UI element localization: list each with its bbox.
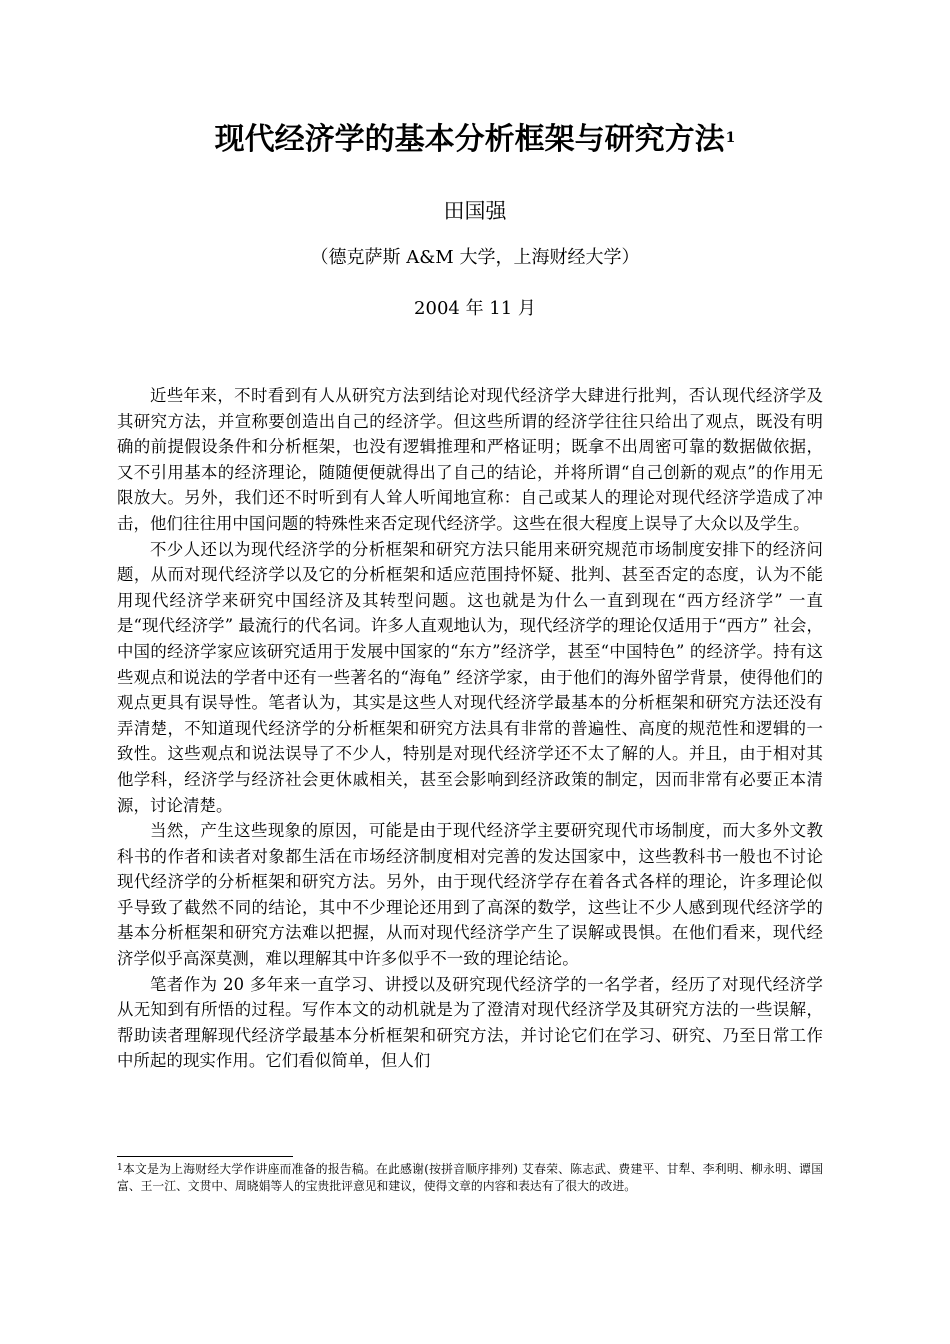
paragraph-3: 当然，产生这些现象的原因，可能是由于现代经济学主要研究现代市场制度，而大多外文教科书的作者和读者对象都生活在市场经济制度相对完善的发达国家中，这些教科书一般也不讨论现代经济学的分析框架和研究方法。另外，由于现代经济学存在着各式各样的理论，许多理论似乎导致了截然不同的结论，其中不少理论还用到了高深的数学，这些让不少人感到现代经济学的基本分析框架和研究方法难以把握，从而对现代经济学产生了误解或畏惧。在他们看来，现代经济学似乎高深莫测，难以理解其中许多似乎不一致的理论结论。 [117,821,823,969]
footnote-mark: 1 [117,1163,123,1173]
title-text: 现代经济学的基本分析框架与研究方法 [214,122,725,157]
author-affiliation: （德克萨斯 A&M 大学，上海财经大学） [310,247,640,268]
footnote-text: 本文是为上海财经大学作讲座而准备的报告稿。在此感谢(按拼音顺序排列) 艾春荣、陈志武、费建平、甘犁、李利明、柳永明、谭国富、王一江、文贯中、周晓娟等人的宝贵批评意见和建议，使得文章的内容和表达有了很大的改进。 [117,1162,823,1193]
paragraph-4: 笔者作为 20 多年来一直学习、讲授以及研究现代经济学的一名学者，经历了对现代经济学从无知到有所悟的过程。写作本文的动机就是为了澄清对现代经济学及其研究方法的一些误解，帮助读者理解现代经济学最基本分析框架和研究方法，并讨论它们在学习、研究、乃至日常工作中所起的现实作用。它们看似简单，但人们 [117,974,823,1071]
publication-date: 2004 年 11 月 [414,298,536,319]
footnote-separator [117,1156,293,1157]
body-text [117,383,823,1074]
paragraph-1: 近些年来，不时看到有人从研究方法到结论对现代经济学大肆进行批判，否认现代经济学及其研究方法，并宣称要创造出自己的经济学。但这些所谓的经济学往往只给出了观点，既没有明确的前提假设条件和分析框架，也没有逻辑推理和严格证明；既拿不出周密可靠的数据做依据，又不引用基本的经济理论，随随便便就得出了自己的结论，并将所谓“自己创新的观点”的作用无限放大。另外，我们还不时听到有人耸人听闻地宣称：自己或某人的理论对现代经济学造成了冲击，他们往往用中国问题的特殊性来否定现代经济学。这些在很大程度上误导了大众以及学生。 [117,386,823,533]
footnote [117,1161,823,1195]
author-name: 田国强 [443,199,507,223]
title-footnote-mark: 1 [725,130,736,146]
paper-title [0,118,950,162]
paragraph-2: 不少人还以为现代经济学的分析框架和研究方法只能用来研究规范市场制度安排下的经济问题，从而对现代经济学以及它的分析框架和适应范围持怀疑、批判、甚至否定的态度，认为不能用现代经济学来研究中国经济及其转型问题。这也就是为什么一直到现在“西方经济学” 一直是“现代经济学” 最流行的代名词。许多人直观地认为，现代经济学的理论仅适用于“西方” 社会，中国的经济学家应该研究适用于发展中国家的“东方”经济学，甚至“中国特色” 的经济学。持有这些观点和说法的学者中还有一些著名的“海龟” 经济学家，由于他们的海外留学背景，使得他们的观点更具有误导性。笔者认为，其实是这些人对现代经济学最基本的分析框架和研究方法还没有弄清楚，不知道现代经济学的分析框架和研究方法具有非常的普遍性、高度的规范性和逻辑的一致性。这些观点和说法误导了不少人，特别是对现代经济学还不太了解的人。并且，由于相对其他学科，经济学与经济社会更休戚相关，甚至会影响到经济政策的制定，因而非常有必要正本清源，讨论清楚。 [117,539,823,815]
